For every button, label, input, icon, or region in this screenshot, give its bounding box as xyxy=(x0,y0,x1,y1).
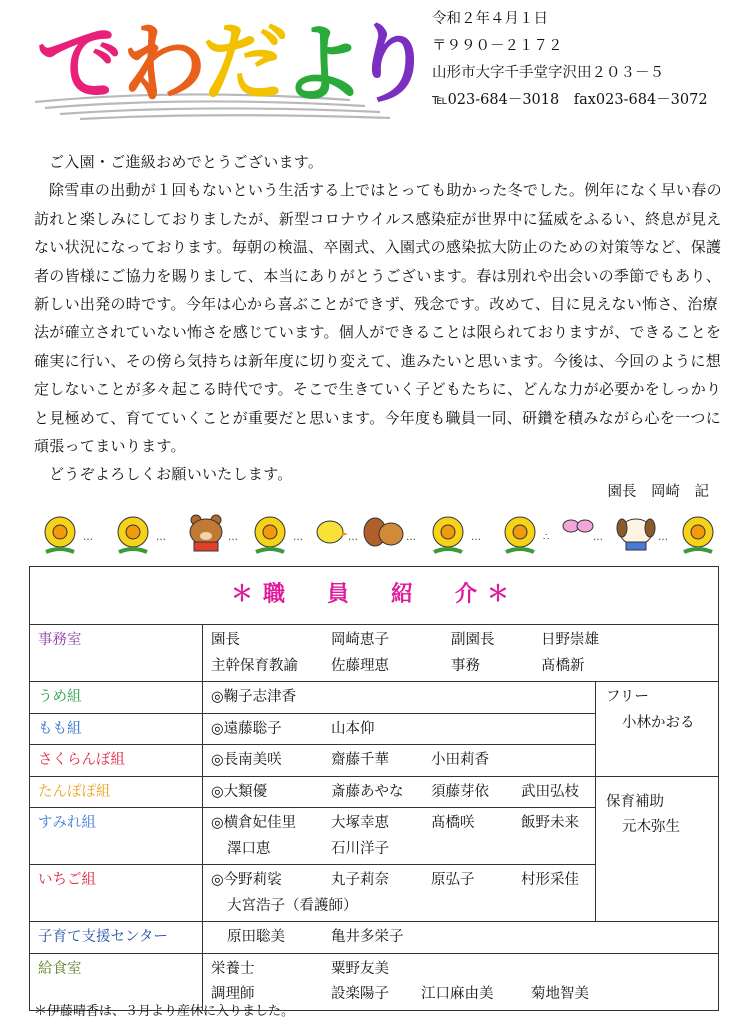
role-label: 調理師 xyxy=(211,986,255,1002)
logo xyxy=(30,4,438,124)
staff-name: 小田莉香 xyxy=(431,752,489,768)
staff-name: 髙橋咲 xyxy=(431,815,475,831)
role-label: 栄養士 xyxy=(211,960,255,977)
svg-text:わ: わ xyxy=(117,11,211,117)
table-row xyxy=(30,682,719,714)
svg-text:…: … xyxy=(348,532,358,543)
staff-name: 山本仰 xyxy=(331,720,375,737)
staff-name: 原田聡美 xyxy=(227,929,285,945)
staff-name: 石川洋子 xyxy=(331,840,389,857)
office-staff xyxy=(203,625,719,682)
decorative-border xyxy=(38,512,718,554)
dept-center: 子育て支援センター xyxy=(30,922,203,954)
dept-sakuranbo: さくらんぼ組 xyxy=(30,745,203,777)
squirrel-icon xyxy=(364,518,403,546)
butterfly-icon xyxy=(563,520,593,532)
staff-name: 江口麻由美 xyxy=(421,986,494,1002)
staff-name: ◎遠藤聡子 xyxy=(211,720,282,737)
staff-name: 大塚幸恵 xyxy=(331,815,389,831)
staff-name: 設楽陽子 xyxy=(331,986,389,1002)
staff-name: 粟野友美 xyxy=(331,960,389,977)
table-row xyxy=(30,776,719,808)
staff-name: ◎鞠子志津香 xyxy=(211,689,297,705)
tanpopo-staff xyxy=(203,776,596,808)
svg-text:で: で xyxy=(33,11,130,120)
svg-text:…: … xyxy=(471,532,481,543)
staff-name: 齋藤千華 xyxy=(331,752,389,768)
staff-name: 岡崎恵子 xyxy=(331,632,389,648)
center-staff xyxy=(203,922,719,954)
staff-name: ◎長南美咲 xyxy=(211,752,282,768)
signature: 園長 岡崎 記 xyxy=(607,484,709,500)
role-label: 事務 xyxy=(451,657,480,674)
greeting-letter xyxy=(34,148,724,489)
staff-name: ◎横倉妃佳里 xyxy=(211,815,297,831)
staff-name: ◎大類優 xyxy=(211,783,268,800)
header-info xyxy=(432,6,708,114)
svg-text:…: … xyxy=(156,532,166,543)
hoiku-label: 保育補助 xyxy=(606,793,664,810)
letter-paragraph: 除雪車の出動が１回もないという生活する上ではとっても助かった冬でした。例年になく早い春の訪れと楽しみにしておりましたが、新型コロナウイルス感染症が世界中に猛威をふるい、終息が見えない状況になっております。毎朝の検温、卒園式、入園式の感染拡大防止のための対策等など、保護者の皆様にご協力を賜りまして、本当にありがとうございます。春は別れや出会いの季節でもあり、新しい出発の時です。今年は心から喜ぶことができず、残念です。改めて、目に見えない怖さ、治療法が確立されていない怖さを感じています。個人ができることは限られておりますが、できることを確実に行い、その傍ら気持ちは新年度に切り変えて、進みたいと思います。今後は、今回のように想定しないことが多々起こる時代です。そこで生きていく子どもたちに、どんな力が必要かをしっかりと見極めて、育てていくことが重要だと思います。今年度も職員一同、研鑽を積みながら心を一つに頑張ってまいります。 xyxy=(34,181,722,456)
staff-name: 武田弘枝 xyxy=(521,783,579,800)
dept-office: 事務室 xyxy=(30,625,203,682)
letter-paragraph: ご入園・ご進級おめでとうございます。 xyxy=(49,153,324,171)
svg-text:…: … xyxy=(593,532,603,543)
bear-icon xyxy=(190,515,222,551)
dept-ichigo: いちご組 xyxy=(30,865,203,922)
dept-sumire: すみれ組 xyxy=(30,808,203,865)
staff-name: 元木弥生 xyxy=(622,819,680,835)
dept-momo: もも組 xyxy=(30,713,203,745)
svg-text:よ: よ xyxy=(280,15,366,115)
issue-date: 令和２年４月１日 xyxy=(432,11,548,27)
ichigo-staff xyxy=(203,865,596,922)
staff-name: 佐藤理恵 xyxy=(331,657,389,674)
staff-name: ◎今野莉裟 xyxy=(211,872,282,888)
flower-icon xyxy=(255,517,285,552)
letter-paragraph: どうぞよろしくお願いいたします。 xyxy=(49,465,293,484)
staff-table-title: ＊職 員 紹 介＊ xyxy=(230,580,519,607)
staff-name: 亀井多栄子 xyxy=(331,929,404,945)
free-label: フリー xyxy=(606,689,649,705)
role-label: 主幹保育教諭 xyxy=(211,657,298,674)
dept-kitchen: 給食室 xyxy=(30,953,203,1010)
flower-icon xyxy=(683,517,713,552)
staff-name: 飯野未来 xyxy=(521,815,579,831)
staff-name: 村形采佳 xyxy=(521,872,579,888)
svg-text:…: … xyxy=(83,532,93,543)
dept-tanpopo: たんぽぽ組 xyxy=(30,776,203,808)
table-row xyxy=(30,625,719,682)
momo-staff xyxy=(203,713,596,745)
staff-table-title-cell xyxy=(30,567,719,625)
sumire-staff xyxy=(203,808,596,865)
flower-icon xyxy=(505,517,535,552)
svg-text:…: … xyxy=(658,532,668,543)
table-row xyxy=(30,922,719,954)
staff-name: 日野崇雄 xyxy=(541,632,599,648)
staff-name: 丸子莉奈 xyxy=(331,872,389,888)
svg-text:り: り xyxy=(345,12,438,119)
staff-name: 小林かおる xyxy=(622,714,695,731)
free-staff-cell xyxy=(596,682,719,777)
staff-name: 斎藤あやな xyxy=(331,783,404,800)
staff-name: 須藤芽依 xyxy=(431,783,489,800)
flower-icon xyxy=(433,517,463,552)
phone-fax: ℡023-684－3018 fax023-684－3072 xyxy=(432,92,708,108)
flower-icon xyxy=(45,517,75,552)
footnote: ＊伊藤晴香は、３月より産休に入りました。 xyxy=(34,1004,295,1019)
staff-name: 原弘子 xyxy=(431,872,475,888)
staff-name: 大宮浩子（看護師） xyxy=(227,897,358,914)
address: 山形市大字千手堂字沢田２０３－５ xyxy=(432,65,664,81)
svg-text:∴: ∴ xyxy=(543,532,550,543)
staff-name: 澤口恵 xyxy=(227,840,271,857)
staff-name: 髙橋新 xyxy=(541,657,585,674)
role-label: 副園長 xyxy=(451,632,495,648)
chick-icon xyxy=(317,521,348,543)
svg-text:だ: だ xyxy=(202,13,288,113)
svg-text:…: … xyxy=(406,532,416,543)
staff-table xyxy=(29,566,719,1011)
hoiku-staff-cell xyxy=(596,776,719,922)
svg-text:…: … xyxy=(293,532,303,543)
dept-ume: うめ組 xyxy=(30,682,203,714)
role-label: 園長 xyxy=(211,632,240,648)
svg-text:…: … xyxy=(228,532,238,543)
sakuranbo-staff xyxy=(203,745,596,777)
puppy-icon xyxy=(617,519,655,550)
flower-icon xyxy=(118,517,148,552)
postal-code: 〒９９０－２１７２ xyxy=(432,38,563,54)
staff-name: 菊地智美 xyxy=(531,986,589,1002)
ume-staff xyxy=(203,682,596,714)
